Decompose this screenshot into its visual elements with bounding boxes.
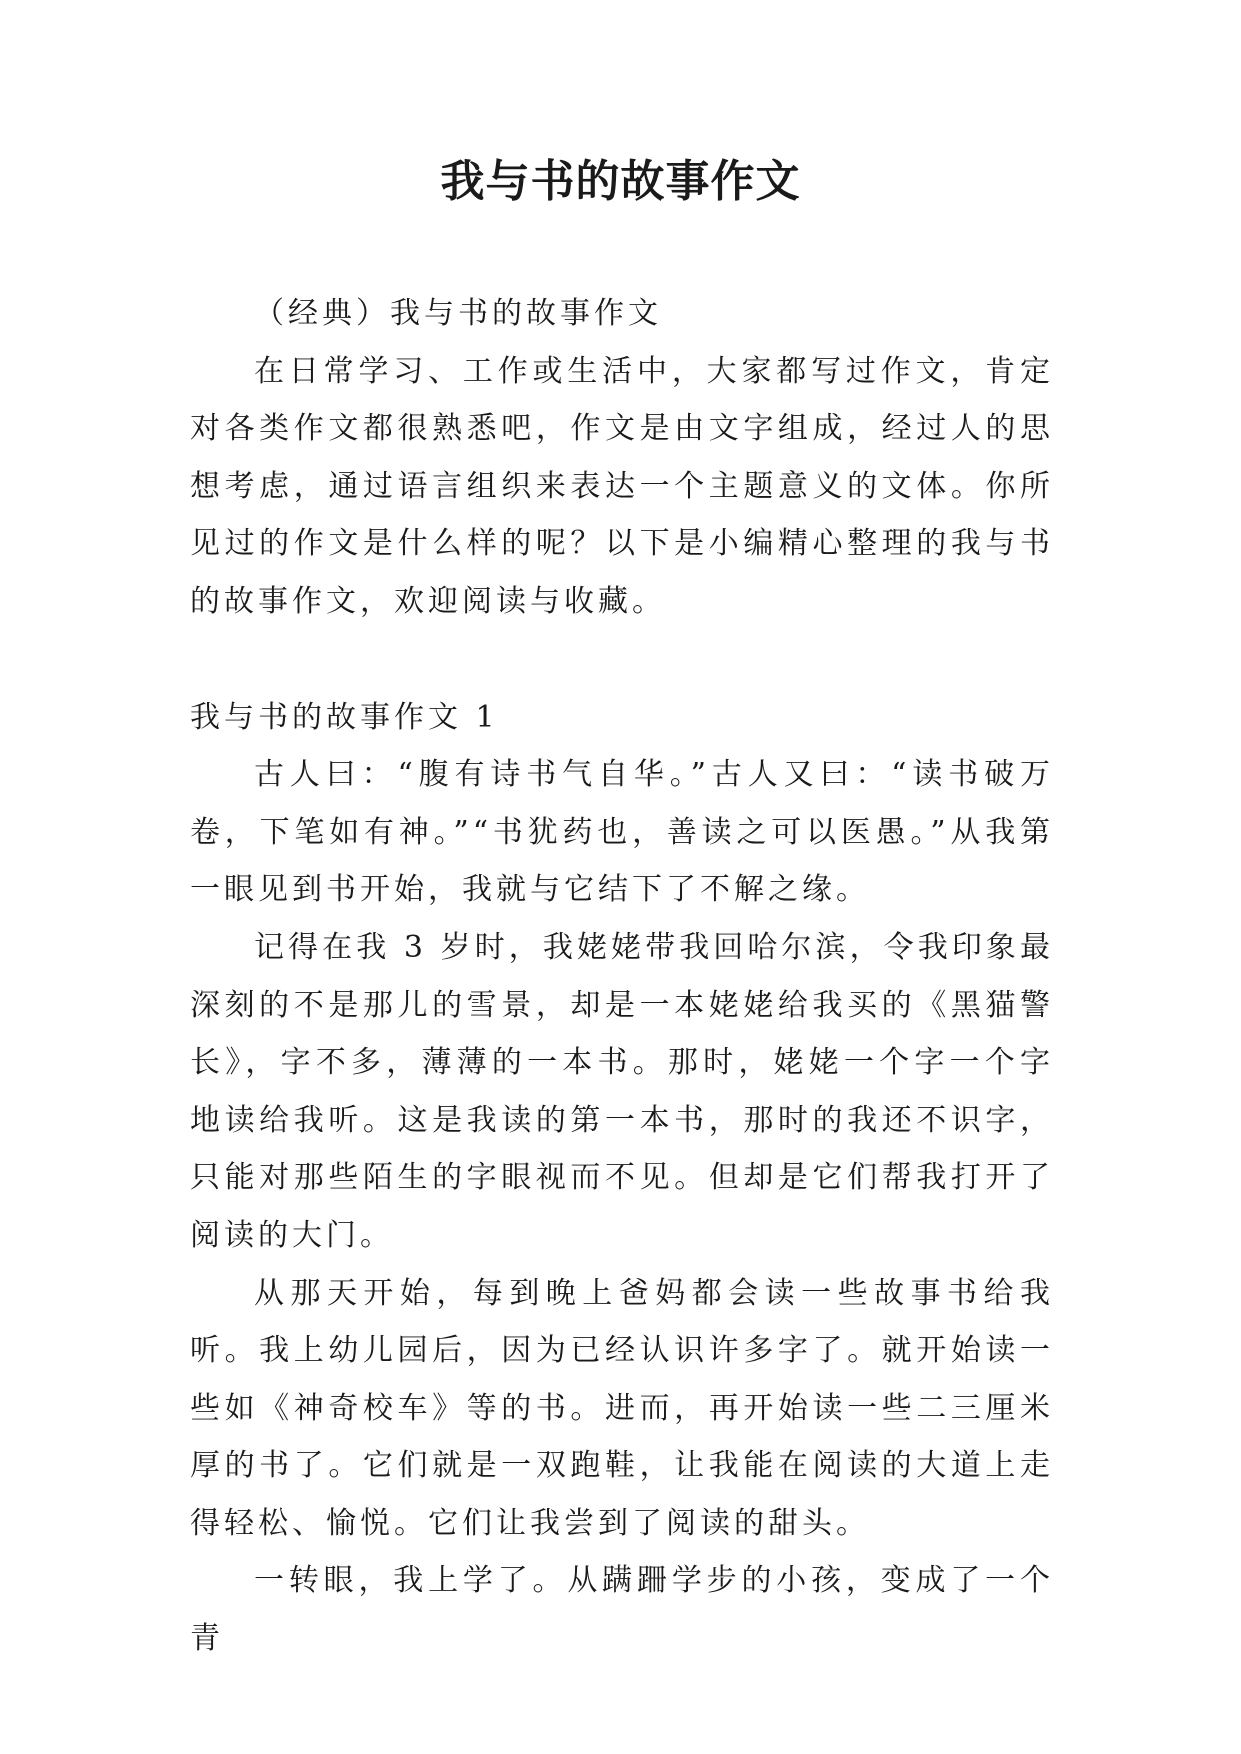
body-paragraph: 记得在我 3 岁时，我姥姥带我回哈尔滨，令我印象最深刻的不是那儿的雪景，却是一本姥姥给我买的《黑猫警长》，字不多，薄薄的一本书。那时，姥姥一个字一个字地读给我听。这是我读的第一本书，那时的我还不识字，只能对那些陌生的字眼视而不见。但却是它们帮我打开了阅读的大门。: [190, 929, 1054, 1253]
section-heading: 我与书的故事作文 1: [190, 699, 499, 735]
document-title: 我与书的故事作文: [440, 156, 801, 207]
body-paragraph: 一转眼，我上学了。从蹒跚学步的小孩，变成了一个青: [190, 1563, 1054, 1657]
body-paragraph: 古人曰：“腹有诗书气自华。”古人又曰：“读书破万卷，下笔如有神。”“书犹药也，善读之可以医愚。”从我第一眼见到书开始，我就与它结下了不解之缘。: [190, 757, 1054, 908]
document-body: [190, 285, 1054, 1668]
intro-paragraph: 在日常学习、工作或生活中，大家都写过作文，肯定对各类作文都很熟悉吧，作文是由文字组成，经过人的思想考虑，通过语言组织来表达一个主题意义的文体。你所见过的作文是什么样的呢？以下是小编精心整理的我与书的故事作文，欢迎阅读与收藏。: [190, 353, 1054, 619]
intro-heading: （经典）我与书的故事作文: [254, 296, 662, 331]
body-paragraph: 从那天开始，每到晚上爸妈都会读一些故事书给我听。我上幼儿园后，因为已经认识许多字了。就开始读一些如《神奇校车》等的书。进而，再开始读一些二三厘米厚的书了。它们就是一双跑鞋，让我能在阅读的大道上走得轻松、愉悦。它们让我尝到了阅读的甜头。: [190, 1275, 1054, 1541]
